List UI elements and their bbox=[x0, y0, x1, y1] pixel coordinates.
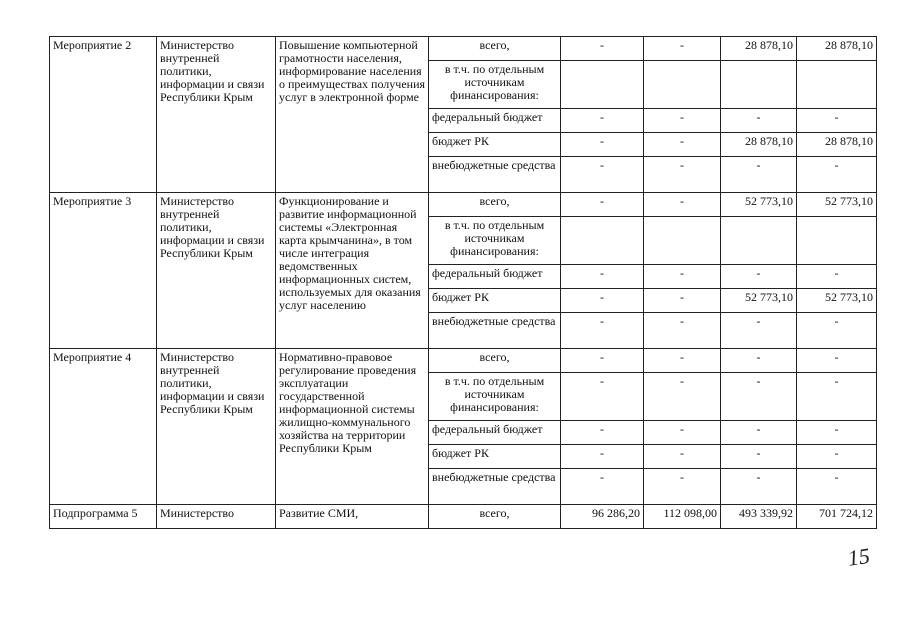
funding-source-cell: внебюджетные средства bbox=[429, 469, 561, 505]
funding-source-cell: внебюджетные средства bbox=[429, 157, 561, 193]
amount-cell: 493 339,92 bbox=[721, 505, 797, 529]
amount-cell: - bbox=[561, 37, 644, 61]
amount-cell: - bbox=[797, 469, 877, 505]
amount-cell: - bbox=[721, 313, 797, 349]
table-row bbox=[50, 37, 877, 61]
amount-cell bbox=[721, 61, 797, 109]
organization-cell: Министерство внутренней политики, информации и связи Республики Крым bbox=[157, 37, 276, 193]
amount-cell: - bbox=[644, 445, 721, 469]
amount-cell: - bbox=[644, 469, 721, 505]
amount-cell: - bbox=[797, 157, 877, 193]
amount-cell: - bbox=[721, 469, 797, 505]
subprogram-label-cell: всего, bbox=[429, 505, 561, 529]
amount-cell bbox=[797, 217, 877, 265]
amount-cell: - bbox=[561, 109, 644, 133]
amount-cell: - bbox=[644, 193, 721, 217]
table-row bbox=[50, 505, 877, 529]
amount-cell bbox=[644, 61, 721, 109]
amount-cell: - bbox=[721, 157, 797, 193]
event-name-cell: Мероприятие 2 bbox=[50, 37, 157, 193]
amount-cell: - bbox=[561, 265, 644, 289]
amount-cell: - bbox=[644, 289, 721, 313]
amount-cell: - bbox=[644, 421, 721, 445]
funding-source-cell: в т.ч. по отдельным источникам финансирования: bbox=[429, 217, 561, 265]
funding-source-cell: федеральный бюджет bbox=[429, 421, 561, 445]
amount-cell: - bbox=[644, 265, 721, 289]
amount-cell: - bbox=[797, 265, 877, 289]
amount-cell: - bbox=[797, 373, 877, 421]
page-number: 15 bbox=[846, 542, 872, 571]
amount-cell: - bbox=[721, 109, 797, 133]
funding-source-cell: всего, bbox=[429, 37, 561, 61]
amount-cell: - bbox=[561, 157, 644, 193]
subprogram-org-cell: Министерство bbox=[157, 505, 276, 529]
activity-cell: Нормативно-правовое регулирование проведения эксплуатации государственной информационной системы жилищно-коммунального хозяйства на территории Республики Крым bbox=[276, 349, 429, 505]
activity-cell: Повышение компьютерной грамотности населения, информирование населения о преимуществах получения услуг в электронной форме bbox=[276, 37, 429, 193]
amount-cell bbox=[644, 217, 721, 265]
subprogram-event-cell: Подпрограмма 5 bbox=[50, 505, 157, 529]
amount-cell: - bbox=[644, 349, 721, 373]
amount-cell: - bbox=[644, 373, 721, 421]
amount-cell: 28 878,10 bbox=[797, 133, 877, 157]
amount-cell: 52 773,10 bbox=[797, 193, 877, 217]
amount-cell: - bbox=[561, 421, 644, 445]
amount-cell: - bbox=[644, 133, 721, 157]
amount-cell: - bbox=[797, 109, 877, 133]
amount-cell: - bbox=[561, 349, 644, 373]
amount-cell: 112 098,00 bbox=[644, 505, 721, 529]
amount-cell bbox=[561, 217, 644, 265]
table-row bbox=[50, 349, 877, 373]
amount-cell: 28 878,10 bbox=[721, 37, 797, 61]
funding-source-cell: внебюджетные средства bbox=[429, 313, 561, 349]
event-name-cell: Мероприятие 3 bbox=[50, 193, 157, 349]
amount-cell: - bbox=[561, 445, 644, 469]
subprogram-activity-cell: Развитие СМИ, bbox=[276, 505, 429, 529]
funding-source-cell: в т.ч. по отдельным источникам финансирования: bbox=[429, 61, 561, 109]
amount-cell: - bbox=[561, 193, 644, 217]
funding-source-cell: в т.ч. по отдельным источникам финансирования: bbox=[429, 373, 561, 421]
funding-source-cell: федеральный бюджет bbox=[429, 109, 561, 133]
funding-source-cell: бюджет РК bbox=[429, 289, 561, 313]
amount-cell: - bbox=[721, 421, 797, 445]
amount-cell bbox=[561, 61, 644, 109]
financing-table bbox=[49, 36, 877, 529]
funding-source-cell: всего, bbox=[429, 193, 561, 217]
amount-cell: - bbox=[797, 349, 877, 373]
amount-cell: - bbox=[721, 349, 797, 373]
amount-cell: 28 878,10 bbox=[721, 133, 797, 157]
amount-cell: - bbox=[721, 445, 797, 469]
amount-cell: - bbox=[561, 373, 644, 421]
amount-cell: - bbox=[644, 157, 721, 193]
amount-cell: - bbox=[797, 421, 877, 445]
amount-cell: - bbox=[644, 37, 721, 61]
amount-cell: 96 286,20 bbox=[561, 505, 644, 529]
amount-cell: 52 773,10 bbox=[721, 289, 797, 313]
amount-cell: - bbox=[797, 313, 877, 349]
funding-source-cell: всего, bbox=[429, 349, 561, 373]
amount-cell bbox=[797, 61, 877, 109]
table-row bbox=[50, 193, 877, 217]
amount-cell: - bbox=[644, 313, 721, 349]
funding-source-cell: бюджет РК bbox=[429, 133, 561, 157]
amount-cell: 28 878,10 bbox=[797, 37, 877, 61]
amount-cell: - bbox=[644, 109, 721, 133]
amount-cell: - bbox=[561, 289, 644, 313]
amount-cell: - bbox=[721, 373, 797, 421]
funding-source-cell: бюджет РК bbox=[429, 445, 561, 469]
amount-cell bbox=[721, 217, 797, 265]
organization-cell: Министерство внутренней политики, информации и связи Республики Крым bbox=[157, 193, 276, 349]
organization-cell: Министерство внутренней политики, информации и связи Республики Крым bbox=[157, 349, 276, 505]
amount-cell: 52 773,10 bbox=[797, 289, 877, 313]
event-name-cell: Мероприятие 4 bbox=[50, 349, 157, 505]
amount-cell: - bbox=[561, 313, 644, 349]
activity-cell: Функционирование и развитие информационной системы «Электронная карта крымчанина», в том числе интеграция ведомственных информационных систем, используемых для оказания услуг населению bbox=[276, 193, 429, 349]
amount-cell: - bbox=[797, 445, 877, 469]
amount-cell: - bbox=[561, 133, 644, 157]
funding-source-cell: федеральный бюджет bbox=[429, 265, 561, 289]
amount-cell: 52 773,10 bbox=[721, 193, 797, 217]
amount-cell: - bbox=[561, 469, 644, 505]
amount-cell: - bbox=[721, 265, 797, 289]
amount-cell: 701 724,12 bbox=[797, 505, 877, 529]
